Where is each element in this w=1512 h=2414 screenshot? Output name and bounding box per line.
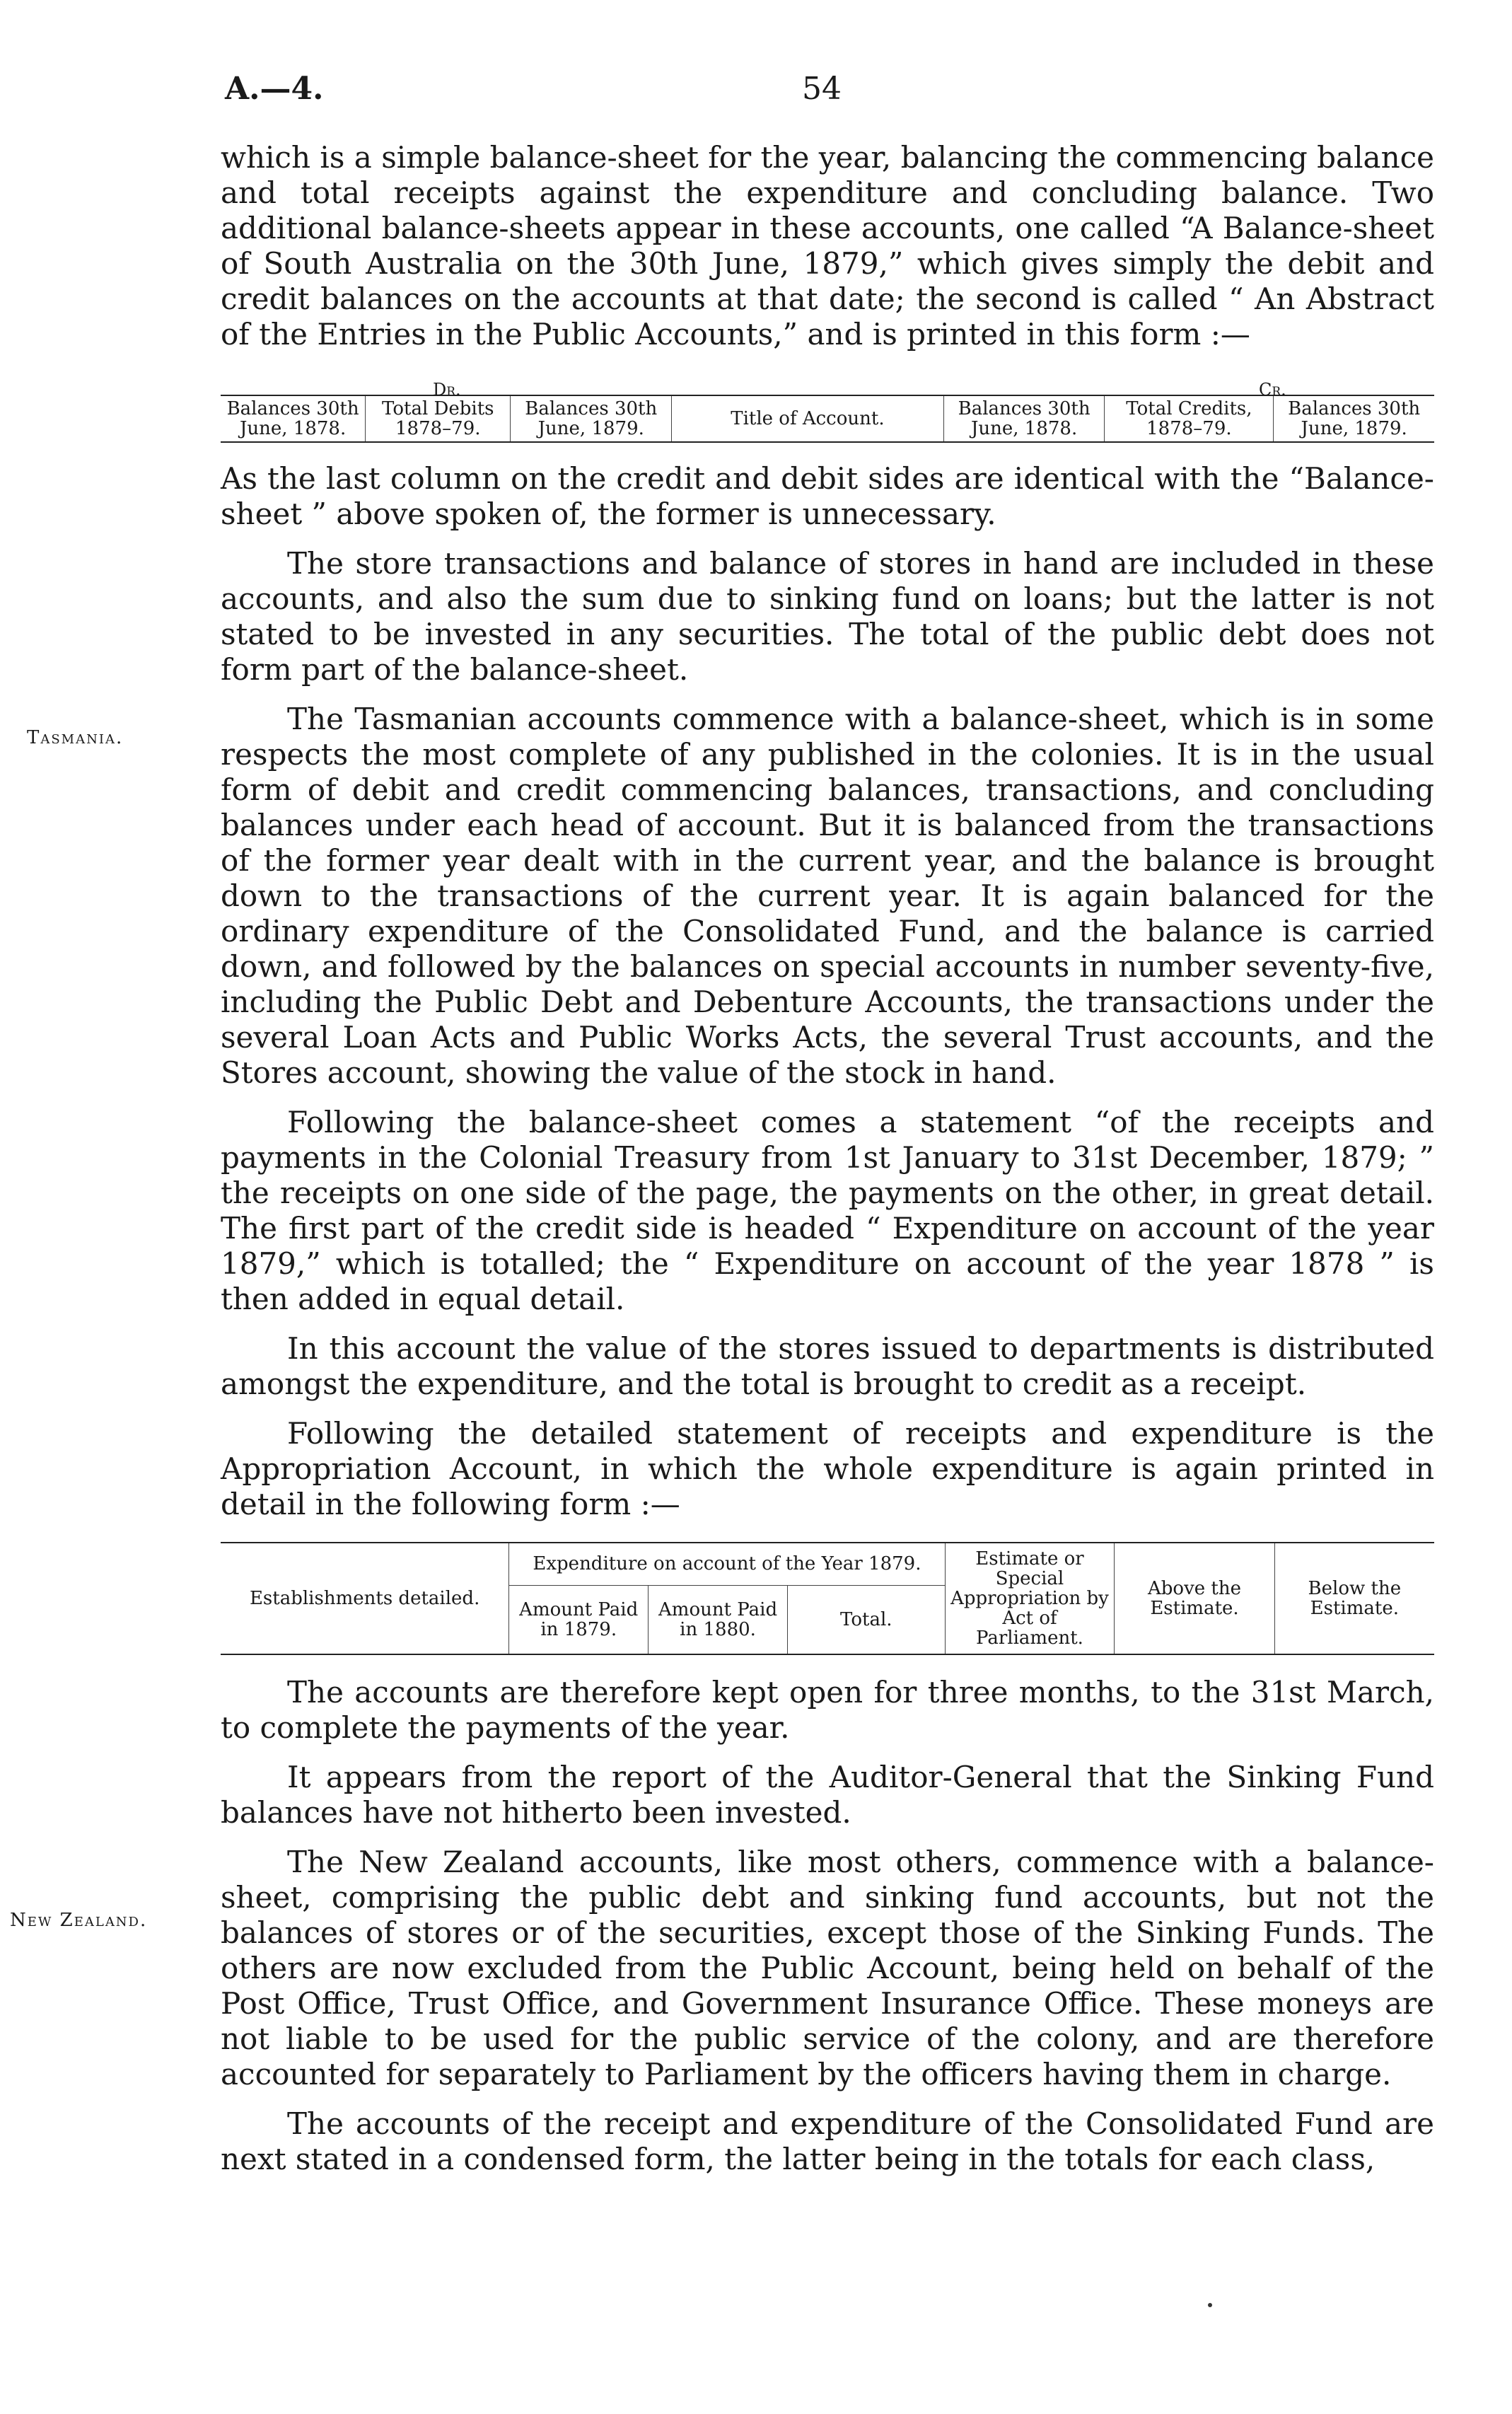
page-number: 54 <box>802 71 842 107</box>
paragraph-4: The Tasmanian accounts commence with a balance-sheet, which is in some respects the most complete of any published in the colonies. It is in the usual form of debit and credit commencing balances, transactions, and concluding balances under each head of account. But it is balanced from the transactions of the former year dealt with in the current year, and the balance is brought down to the transactions of the current year. It is again balanced for the ordinary expenditure of the Consolidated Fund, and the balance is carried down, and followed by the balances on special accounts in number seventy-five, including the Public Debt and Debenture Accounts, the transactions under the several Loan Acts and Public Works Acts, the several Trust accounts, and the Stores account, showing the value of the stock in hand. <box>221 702 1434 1090</box>
t2-col-estimate: Estimate or Special Appropriation by Act of Parliament. <box>945 1543 1115 1654</box>
t1-col-cr-balances-1879: Balances 30th June, 1879. <box>1274 395 1434 442</box>
appropriation-account-table <box>221 1542 1434 1655</box>
t2-col-total: Total. <box>787 1585 945 1654</box>
t2-col-above: Above the Estimate. <box>1115 1543 1274 1654</box>
t2-col-amount-1879: Amount Paid in 1879. <box>509 1585 649 1654</box>
paragraph-9: It appears from the report of the Auditor-General that the Sinking Fund balances have not hitherto been invested. <box>221 1760 1434 1830</box>
paragraph-11: The accounts of the receipt and expenditure of the Consolidated Fund are next stated in a condensed form, the latter being in the totals for each class, <box>221 2106 1434 2176</box>
t1-col-title-of-account: Title of Account. <box>672 395 944 442</box>
dr-label: Dr. <box>433 380 461 400</box>
paragraph-3: The store transactions and balance of stores in hand are included in these accounts, and also the sum due to sinking fund on loans; but the latter is not stated to be invested in any securities. The total of the public debt does not form part of the balance-sheet. <box>221 546 1434 687</box>
side-note-new-zealand: New Zealand. <box>10 1910 148 1931</box>
t2-col-below: Below the Estimate. <box>1274 1543 1434 1654</box>
t1-col-total-credits: Total Credits, 1878–79. <box>1105 395 1274 442</box>
paragraph-2: As the last column on the credit and debit sides are identical with the “Balance-sheet ” above spoken of, the former is unnecessary. <box>221 461 1434 531</box>
dr-cr-labels <box>221 366 1434 400</box>
paragraph-10: The New Zealand accounts, like most others, commence with a balance-sheet, comprising the public debt and sinking fund accounts, but not the balances of stores or of the securities, except those of the Sinking Funds. The others are now excluded from the Public Account, being held on behalf of the Post Office, Trust Office, and Government Insurance Office. These moneys are not liable to be used for the public service of the colony, and are therefore accounted for separately to Parliament by the officers having them in charge. <box>221 1845 1434 2091</box>
paragraph-1: which is a simple balance-sheet for the year, balancing the commencing balance and total receipts against the expenditure and concluding balance. Two additional balance-sheets appear in these accounts, one called “A Balance-sheet of South Australia on the 30th June, 1879,” which gives simply the debit and credit balances on the accounts at that date; the second is called “ An Abstract of the Entries in the Public Accounts,” and is printed in this form :— <box>221 140 1434 352</box>
side-note-tasmania: Tasmania. <box>27 727 124 748</box>
paragraph-5: Following the balance-sheet comes a statement “of the receipts and payments in the Colonial Treasury from 1st January to 31st December, 1879; ” the receipts on one side of the page, the payments on the other, in great detail. The first part of the credit side is headed “ Expenditure on account of the year 1879,” which is totalled; the “ Expenditure on account of the year 1878 ” is then added in equal detail. <box>221 1105 1434 1316</box>
paragraph-8: The accounts are therefore kept open for three months, to the 31st March, to complete the payments of the year. <box>221 1675 1434 1745</box>
t1-col-balances-1879: Balances 30th June, 1879. <box>511 395 672 442</box>
t1-col-cr-balances-1878: Balances 30th June, 1878. <box>943 395 1105 442</box>
t1-col-balances-1878: Balances 30th June, 1878. <box>226 398 359 439</box>
t2-col-establishments: Establishments detailed. <box>221 1543 509 1654</box>
t2-col-expenditure-group: Expenditure on account of the Year 1879. <box>509 1543 945 1585</box>
abstract-of-entries-table <box>221 395 1434 443</box>
t1-col-total-debits: Total Debits 1878–79. <box>366 395 511 442</box>
paragraph-6: In this account the value of the stores issued to departments is distributed amongst the expenditure, and the total is brought to credit as a receipt. <box>221 1331 1434 1401</box>
print-mark <box>1208 2303 1212 2307</box>
document-reference: A.—4. <box>225 71 324 107</box>
paragraph-7: Following the detailed statement of receipts and expenditure is the Appropriation Account, in which the whole expenditure is again printed in detail in the following form :— <box>221 1416 1434 1521</box>
t2-col-amount-1880: Amount Paid in 1880. <box>649 1585 788 1654</box>
page-body <box>221 140 1434 2191</box>
cr-label: Cr. <box>1259 380 1286 400</box>
